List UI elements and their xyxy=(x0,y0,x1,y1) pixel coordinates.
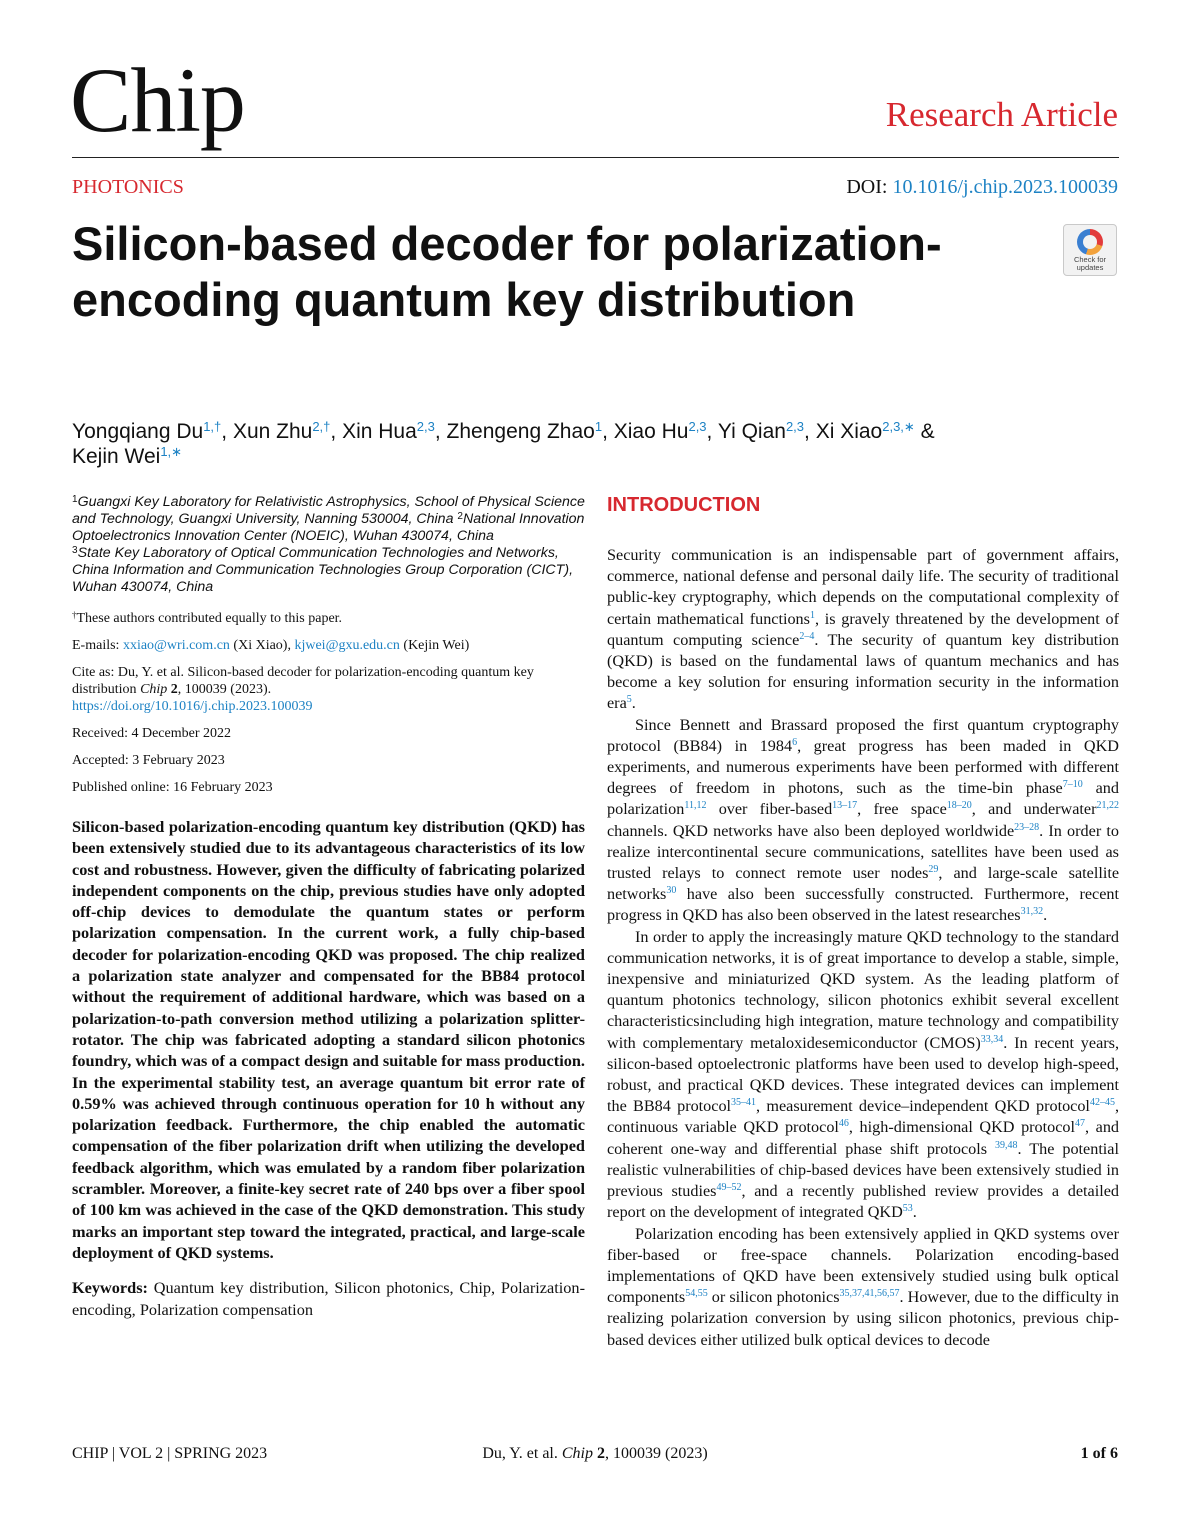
intro-paragraph xyxy=(607,715,1119,927)
author-list xyxy=(72,419,1119,469)
keywords: Keywords: Quantum key distribution, Silicon photonics, Chip, Polarization-encoding, Polarization compensation xyxy=(72,1278,585,1319)
citation-reference[interactable]: 2–4 xyxy=(799,630,815,642)
email-line: E-mails: xxiao@wri.com.cn (Xi Xiao), kjwei@gxu.edu.cn (Kejin Wei) xyxy=(72,638,470,653)
badge-line-1: Check for xyxy=(1073,255,1107,264)
page-number: 1 of 6 xyxy=(1080,1445,1118,1462)
doi xyxy=(846,176,1118,199)
citation-reference[interactable]: 23–28 xyxy=(1014,821,1040,833)
paragraph-text: , continuous variable QKD protocol xyxy=(607,1097,1119,1137)
citation-reference[interactable]: 1 xyxy=(809,609,815,621)
citation-reference[interactable]: 7–10 xyxy=(1062,779,1083,791)
citation-reference[interactable]: 5 xyxy=(626,694,632,706)
citation-reference[interactable]: 33,34 xyxy=(980,1033,1004,1045)
author: Xiao Hu$^{2,3}$, xyxy=(613,419,718,443)
introduction-heading: INTRODUCTION xyxy=(607,494,761,516)
received-date: Received: 4 December 2022 xyxy=(72,726,231,741)
doi-label: DOI: xyxy=(846,176,893,198)
citation-reference[interactable]: 29 xyxy=(928,864,939,876)
paragraph-text: . xyxy=(912,1203,917,1222)
check-for-updates-button[interactable] xyxy=(1063,224,1117,276)
paragraph-text: , and underwater xyxy=(971,800,1097,819)
author: Xin Hua$^{2,3}$, xyxy=(342,419,447,443)
email-link[interactable]: kjwei@gxu.edu.cn xyxy=(294,638,400,653)
citation-reference[interactable]: 11,12 xyxy=(684,800,707,812)
affiliations: $^1$Guangxi Key Laboratory for Relativistic Astrophysics, School of Physical Science and Technology, Guangxi University, Nanning 530004, China $^2$National Innovation Optoelectronics Innovation Center (NOEIC), Wuhan 430074, China $^3$State Key Laboratory of Optical Communication Technologies and Networks, China Information and Communication Technologies Group Corporation (CICT), Wuhan 430074, China xyxy=(72,494,585,595)
crossmark-icon xyxy=(1077,229,1103,255)
badge-line-2: updates xyxy=(1076,263,1104,272)
citation-reference[interactable]: 53 xyxy=(902,1203,913,1215)
citation-reference[interactable]: 47 xyxy=(1075,1118,1086,1130)
citation-reference[interactable]: 35–41 xyxy=(731,1097,757,1109)
citation-doi-link[interactable]: https://doi.org/10.1016/j.chip.2023.100039 xyxy=(72,699,313,714)
paragraph-text: , is gravely threatened by the development of quantum computing science xyxy=(607,609,1119,649)
published-date: Published online: 16 February 2023 xyxy=(72,780,273,795)
paragraph-text: In order to apply the increasingly mature QKD technology to the standard communication networks, it is of great importance to develop a stable, simple, inexpensive and miniaturized QKD system. As the leading platform of quantum photonics technology, silicon photonics exhibit several excellent characteristicsincluding high integration, mature technology and compatibility with complementary metaloxidesemiconductor (CMOS) xyxy=(607,927,1119,1052)
author: Kejin Wei$^{1,∗}$ xyxy=(72,444,183,468)
citation: Cite as: Du, Y. et al. Silicon-based decoder for polarization-encoding quantum key distribution Chip 2, 100039 (2023). https://doi.org/10.1016/j.chip.2023.100039 xyxy=(72,665,534,714)
paragraph-text: Security communication is an indispensable part of government affairs, commerce, national defense and personal daily life. The security of traditional public-key cryptography, which depends on the computational complexity of certain mathematical functions xyxy=(607,546,1119,628)
paragraph-text: over fiber-based xyxy=(706,800,833,819)
citation-reference[interactable]: 42–45 xyxy=(1089,1097,1115,1109)
intro-paragraph xyxy=(607,1224,1119,1351)
paragraph-text: , high-dimensional QKD protocol xyxy=(848,1118,1076,1137)
citation-reference[interactable]: 31,32 xyxy=(1020,906,1044,918)
intro-paragraph xyxy=(607,927,1119,1224)
paragraph-text: . In order to realize intercontinental secure communications, satellites have been used as trusted relays to connect remote user nodes xyxy=(607,821,1119,883)
email-link[interactable]: xxiao@wri.com.cn xyxy=(122,638,230,653)
left-column xyxy=(72,494,585,1320)
citation-reference[interactable]: 6 xyxy=(792,736,798,748)
paragraph-text: channels. QKD networks have also been deployed worldwide xyxy=(607,821,1015,840)
paragraph-text: . In recent years, silicon-based optoelectronic platforms have been used to develop high-speed, robust, and practical QKD devices. These integrated devices can implement the BB84 protocol xyxy=(607,1033,1119,1116)
paragraph-text: Since Bennett and Brassard proposed the first quantum cryptography protocol (BB84) in 1984 xyxy=(607,715,1119,755)
paragraph-text: , and coherent one-way and differential phase shift protocols xyxy=(607,1118,1120,1158)
journal-logo: Chip xyxy=(70,49,245,151)
paragraph-text: . xyxy=(631,694,636,713)
paragraph-text: , measurement device–independent QKD protocol xyxy=(756,1097,1090,1116)
doi-link[interactable]: 10.1016/j.chip.2023.100039 xyxy=(892,176,1118,198)
paragraph-text: and polarization xyxy=(607,779,1119,819)
author: Xi Xiao$^{2,3,∗}$ & xyxy=(815,419,935,443)
paragraph-text: . However, due to the difficulty in realizing polarization conversion by using silicon photonics, previous chip-based devices either utilized bulk optical devices to decode xyxy=(607,1288,1119,1349)
paragraph-text: Polarization encoding has been extensively applied in QKD systems over fiber-based or free-space channels. Polarization encoding-based implementations of QKD have been extensively studied using bulk optical components xyxy=(607,1224,1119,1307)
header-divider xyxy=(72,157,1119,158)
paragraph-text: . The security of quantum key distribution (QKD) is based on the fundamental laws of quantum mechanics and has become a key solution for ensuring information security in the information era xyxy=(607,630,1119,713)
right-column xyxy=(607,494,1119,1351)
citation-reference[interactable]: 21,22 xyxy=(1096,800,1119,812)
paragraph-text: , and large-scale satellite networks xyxy=(607,864,1120,904)
abstract: Silicon-based polarization-encoding quantum key distribution (QKD) has been extensively studied due to its advantageous characteristics of its low cost and robustness. However, given the difficulty of fabricating polarized independent components on the chip, previous studies have only adopted off-chip devices to demodulate the quantum states or perform polarization compensation. In the current work, a fully chip-based decoder for polarization-encoding QKD was proposed. The chip realized a polarization state analyzer and compensated for the BB84 protocol without the requirement of additional hardware, which was based on a polarization-to-path conversion method utilizing a polarization splitter-rotator. The chip was fabricated adopting a standard silicon photonics foundry, which was of a compact design and suitable for mass production. In the experimental stability test, an average quantum bit error rate of 0.59% was achieved through continuous operation for 10 h without any polarization feedback. Furthermore, the chip enabled the automatic compensation of the fiber polarization drift when utilizing the developed feedback algorithm, which was emulated by a random fiber polarization scrambler. Moreover, a finite-key secret rate of 240 bps over a fiber spool of 100 km was achieved in the case of the QKD demonstration. This study marks an important step toward the integrated, practical, and large-scale deployment of QKD systems. xyxy=(72,817,585,1262)
citation-reference[interactable]: 46 xyxy=(838,1118,849,1130)
article-title: Silicon-based decoder for polarization-encoding quantum key distribution xyxy=(72,217,942,326)
intro-paragraph xyxy=(607,545,1119,715)
paragraph-text: , great progress has been maded in QKD experiments, and numerous experiments have been performed with different degrees of freedom in photons, such as the time-bin phase xyxy=(607,736,1119,798)
paragraph-text: have also been successfully constructed. Furthermore, recent progress in QKD has also been observed in the latest researches xyxy=(607,885,1119,925)
citation-reference[interactable]: 30 xyxy=(666,885,677,897)
accepted-date: Accepted: 3 February 2023 xyxy=(72,753,225,768)
paragraph-text: or silicon photonics xyxy=(707,1288,840,1307)
citation-reference[interactable]: 35,37,41,56,57 xyxy=(839,1288,900,1300)
author: Yongqiang $Du^{1,\dagger}$, xyxy=(72,419,233,443)
paragraph-text: . xyxy=(1043,906,1048,925)
author: Zhengeng Zhao$^1$, xyxy=(446,419,614,443)
citation-reference[interactable]: 54,55 xyxy=(685,1288,708,1300)
article-type: Research Article xyxy=(885,95,1118,134)
author: Xun Zhu$^{2,\dagger}$, xyxy=(232,419,343,443)
equal-contribution-note: †These authors contributed equally to this paper. xyxy=(72,610,343,626)
citation-reference[interactable]: 13–17 xyxy=(832,800,858,812)
paragraph-text: . The potential realistic vulnerabilities of chip-based devices have been extensively studied in previous studies xyxy=(607,1139,1119,1201)
footer-journal-info: CHIP | VOL 2 | SPRING 2023 xyxy=(72,1445,268,1462)
footer-citation: Du, Y. et al. Chip 2, 100039 (2023) xyxy=(482,1445,708,1462)
paragraph-text: , and a recently published review provides a detailed report on the development of integrated QKD xyxy=(607,1182,1120,1222)
citation-reference[interactable]: 49–52 xyxy=(716,1182,742,1194)
author: Yi Qian$^{2,3}$, xyxy=(717,419,816,443)
citation-reference[interactable]: 39,48 xyxy=(995,1139,1018,1151)
citation-reference[interactable]: 18–20 xyxy=(946,800,972,812)
section-tag: PHOTONICS xyxy=(72,176,184,198)
paragraph-text: , free space xyxy=(857,800,947,819)
